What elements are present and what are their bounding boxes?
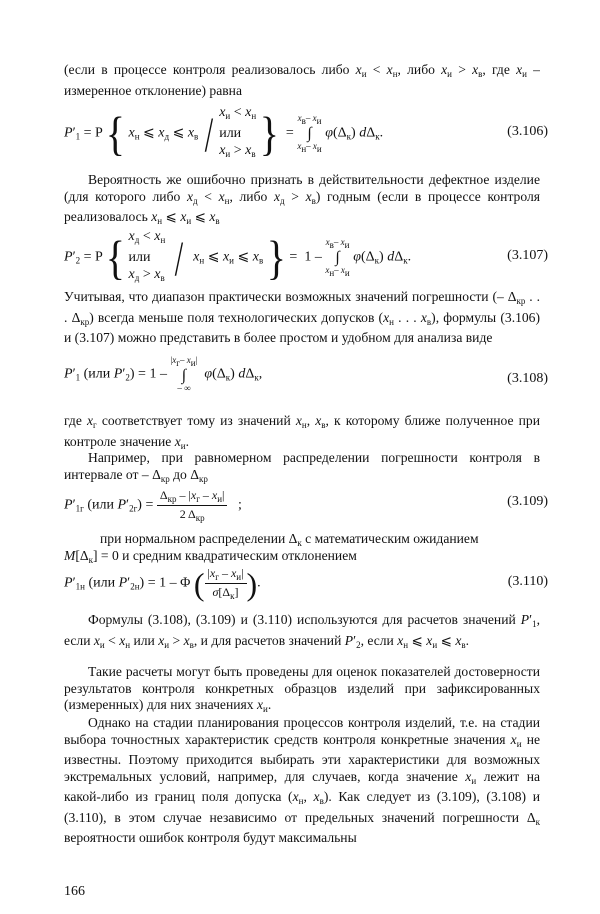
equation-3-107: $P'_2 = P$ { $x_д < x_н$ или $x_д > x_в / x_н$ ⩽ $x_и$ ⩽ $x_в$ } = 1 – $x_в-$ $x_и$ ∫ $x_н-$ $x_и$ $\varphi(\Delta_к)$ $d\Delta_к$. (3.107) bbox=[64, 229, 548, 286]
paragraph-8: Такие расчеты могут быть проведены для оценок показателей достоверности результатов контроля конкретных образцов изделий при зафиксированных (измеренных) для них значениях $x_и$. bbox=[64, 664, 540, 714]
paragraph-3: Учитывая, что диапазон практически возможных значений погрешности (– $\Delta_{кр}$ . . . $\Delta_{кр}$) всегда меньше поля технологических допусков ($x_н$ . . . $x_в$), формулы (3.106) и (3.107) можно представить в более простом и удобном для анализа виде bbox=[64, 289, 541, 345]
equation-3-109: $P'_{1г}$ (или $P'_{2г}$) = $\frac{\Delta_{кр} - |x_г - x_и|}{2 \Delta_{кр}}$ ; (3.109) bbox=[64, 488, 548, 523]
equation-3-108: $P'_1$ (или $P'_2) = 1$ – $|x_г-$ $x_и|$ ∫ – ∞ $\varphi(\Delta_к)$ $d\Delta_к$, (3.108) bbox=[64, 355, 548, 393]
paragraph-9: Однако на стадии планирования процессов контроля изделий, т.е. на стадии выбора точностных характеристик средств контроля конкретные значения $x_и$ не известны. Поэтому приходится выбирать эти характеристики для возможных экстремальных условий, например, для случаев, когда значение $x_и$ лежит на какой-либо из границ поля допуска ($x_н$, $x_в$). Как следует из (3.109), (3.108) и (3.110), в этом случае независимо от предельных значений погрешности $\Delta_к$ вероятности ошибок контроля будут максимальны bbox=[64, 715, 541, 845]
paragraph-5: Например, при равномерном распределении погрешности контроля в интервале от – $\Delta_{кр}$ до $\Delta_{кр}$ bbox=[64, 450, 540, 484]
paragraph-6: при нормальном распределении $\Delta_к$ с математическим ожиданием bbox=[100, 531, 479, 548]
paragraph-7: Формулы (3.108), (3.109) и (3.110) используются для расчетов значений $P'_1$, если $x_и < x_н$ или $x_и > x_в$, и для расчетов значений $P'_2$, если $x_н$ ⩽ $x_и$ ⩽ $x_в$. bbox=[64, 612, 540, 650]
equation-3-106: $P'_1 = P$ { $x_н$ ⩽ $x_д$ ⩽ $x_в / x_и < x_н$ или $x_и > x_в$ } = $x_в-$ $x_и$ ∫ $x_н-$ $x_и$ $\varphi(\Delta_к)$ $d\Delta_к$. (3.106) bbox=[64, 105, 548, 162]
paragraph-2: Вероятность же ошибочно признать в действительности дефектное изделие (для которого либо $x_д < x_н$, либо $x_д > x_в$) годным (если в процессе контроля реализовалось $x_н$ ⩽ $x_и$ ⩽ $x_в$ bbox=[64, 172, 540, 226]
page-number: 166 bbox=[64, 884, 85, 899]
paragraph-4: где $x_г$ соответствует тому из значений $x_н$, $x_в$, к которому ближе полученное при контроле значение $x_и$. bbox=[64, 413, 541, 451]
equation-3-110: $P'_{1н}$ (или $P'_{2н}) = 1 - \Phi$ ( $\frac{|x_г - x_и|}{\sigma[\Delta_к]}$ ). (3.110) bbox=[64, 565, 548, 602]
paragraph-1: (если в процессе контроля реализовалось либо $x_и < x_н$, либо $x_и > x_в$, где $x_и$ – измеренное отклонение) равна bbox=[64, 62, 540, 98]
paragraph-6-cont: $M[\Delta_к] = 0$ и средним квадратическим отклонением bbox=[64, 548, 357, 565]
